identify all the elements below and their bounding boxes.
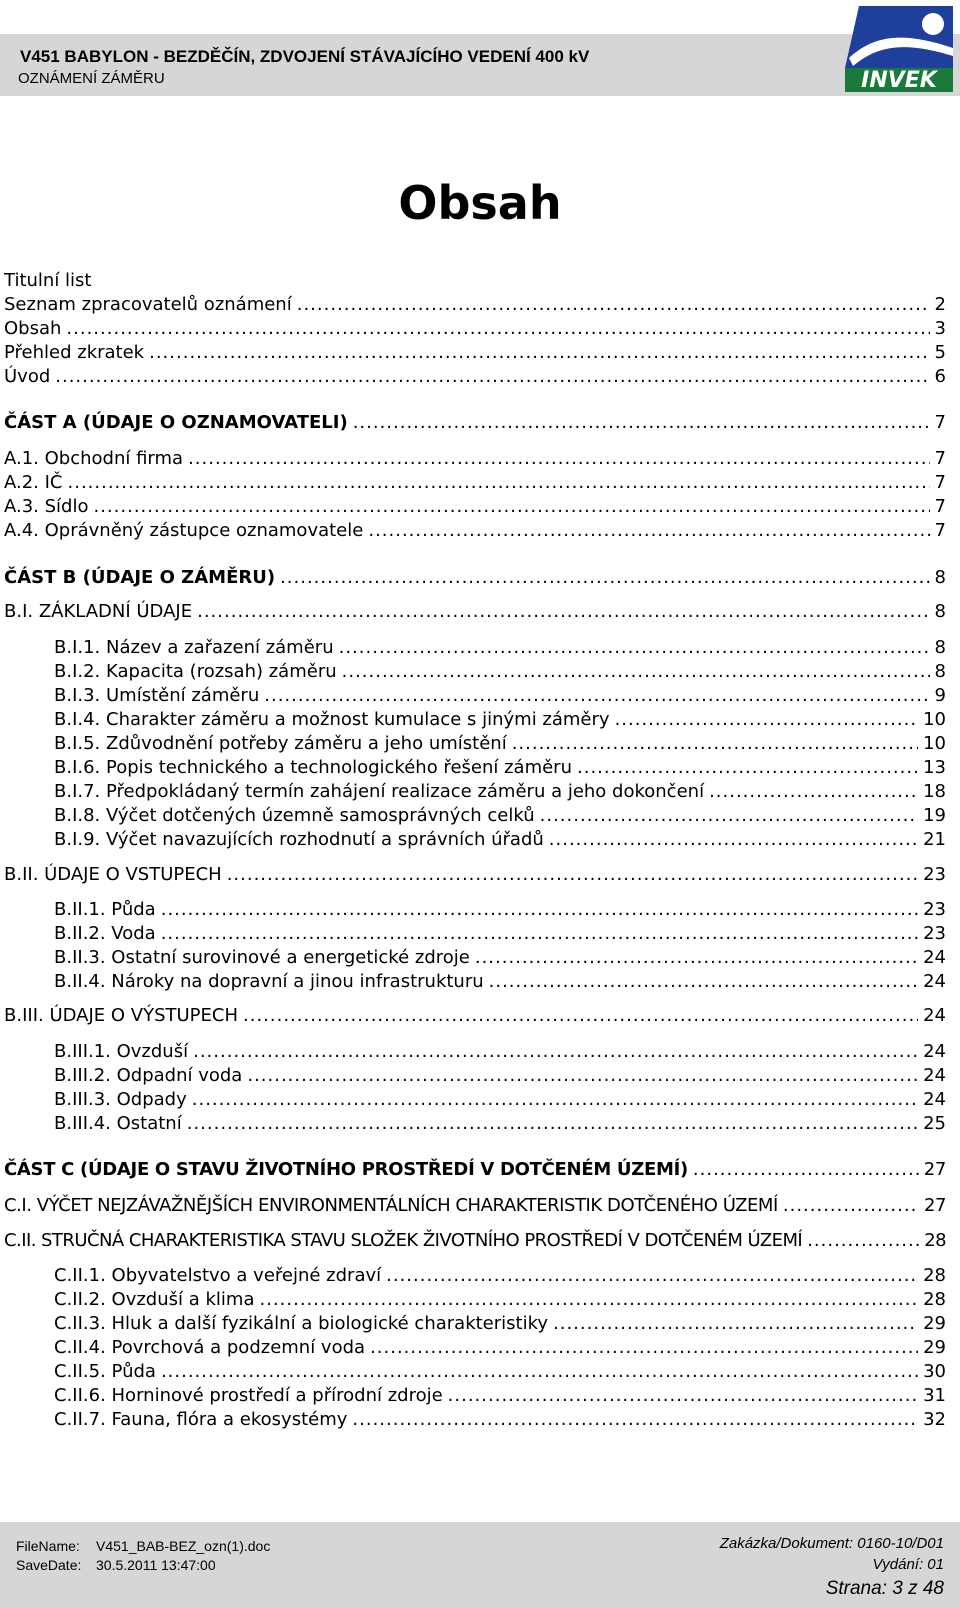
order-document: Zakázka/Dokument: 0160-10/D01 xyxy=(719,1535,944,1552)
toc-entry[interactable]: B.I.3. Umístění záměru ..... 9 xyxy=(54,684,946,708)
toc-entry[interactable]: B.II.3. Ostatní surovinové a energetické zdroje ..... 24 xyxy=(54,946,946,970)
page-title: Obsah xyxy=(398,176,562,230)
toc-entry[interactable]: C.II. STRUČNÁ CHARAKTERISTIKA STAVU SLOŽEK ŽIVOTNÍHO PROSTŘEDÍ V DOTČENÉM ÚZEMÍ ..... 28 xyxy=(4,1229,946,1253)
toc-entry[interactable]: C.II.2. Ovzduší a klima ..... 28 xyxy=(54,1288,946,1312)
toc-entry[interactable]: A.3. Sídlo ..... 7 xyxy=(4,495,946,519)
document-subtitle: OZNÁMENÍ ZÁMĚRU xyxy=(18,70,165,87)
toc-entry[interactable]: C.II.4. Povrchová a podzemní voda ..... 29 xyxy=(54,1336,946,1360)
page-number: Strana: 3 z 48 xyxy=(825,1578,944,1599)
toc-entry[interactable]: Obsah ..... 3 xyxy=(4,317,946,341)
toc-entry[interactable]: B.I.7. Předpokládaný termín zahájení realizace záměru a jeho dokončení ..... 18 xyxy=(54,780,946,804)
toc-entry[interactable]: B.I.6. Popis technického a technologického řešení záměru ..... 13 xyxy=(54,756,946,780)
toc-entry[interactable]: C.II.1. Obyvatelstvo a veřejné zdraví ..... 28 xyxy=(54,1264,946,1288)
toc-entry[interactable]: B.I.1. Název a zařazení záměru ..... 8 xyxy=(54,636,946,660)
filename-value: V451_BAB-BEZ_ozn(1).doc xyxy=(96,1538,271,1554)
toc-entry[interactable]: C.II.6. Horninové prostředí a přírodní zdroje ..... 31 xyxy=(54,1384,946,1408)
toc-entry[interactable]: B.III.1. Ovzduší ..... 24 xyxy=(54,1040,946,1064)
toc-entry[interactable]: C.II.7. Fauna, flóra a ekosystémy ..... 32 xyxy=(54,1408,946,1432)
toc-entry[interactable]: Úvod ..... 6 xyxy=(4,365,946,389)
toc-entry[interactable]: B.II.2. Voda ..... 23 xyxy=(54,922,946,946)
toc-entry[interactable]: B.II.4. Nároky na dopravní a jinou infrastrukturu ..... 24 xyxy=(54,970,946,994)
toc-entry[interactable]: B.II.1. Půda ..... 23 xyxy=(54,898,946,922)
toc-entry[interactable]: C.II.3. Hluk a další fyzikální a biologické charakteristiky ..... 29 xyxy=(54,1312,946,1336)
toc-entry[interactable]: B.III.2. Odpadní voda ..... 24 xyxy=(54,1064,946,1088)
toc-entry[interactable]: B.I.8. Výčet dotčených územně samosprávných celků ..... 19 xyxy=(54,804,946,828)
toc-entry[interactable]: C.I. VÝČET NEJZÁVAŽNĚJŠÍCH ENVIRONMENTÁLNÍCH CHARAKTERISTIK DOTČENÉHO ÚZEMÍ ..... 27 xyxy=(4,1194,946,1218)
toc-entry[interactable]: B.II. ÚDAJE O VSTUPECH ..... 23 xyxy=(4,863,946,887)
toc-entry[interactable]: B.I.4. Charakter záměru a možnost kumulace s jinými záměry ..... 10 xyxy=(54,708,946,732)
project-title: V451 BABYLON - BEZDĚČÍN, ZDVOJENÍ STÁVAJÍCÍHO VEDENÍ 400 kV xyxy=(20,47,590,66)
toc-entry[interactable]: B.I.9. Výčet navazujících rozhodnutí a správních úřadů ..... 21 xyxy=(54,828,946,852)
toc-entry[interactable]: B.III. ÚDAJE O VÝSTUPECH ..... 24 xyxy=(4,1004,946,1028)
toc-entry[interactable]: Přehled zkratek ..... 5 xyxy=(4,341,946,365)
savedate-label: SaveDate: xyxy=(16,1557,82,1573)
toc-entry[interactable]: Titulní list xyxy=(4,270,92,291)
toc-entry[interactable]: B.I.5. Zdůvodnění potřeby záměru a jeho umístění ..... 10 xyxy=(54,732,946,756)
page-footer xyxy=(0,1522,960,1608)
toc-entry-part-b[interactable]: ČÁST B (ÚDAJE O ZÁMĚRU) ..... 8 xyxy=(4,566,946,590)
invek-logo xyxy=(845,6,953,92)
toc-entry[interactable]: B.I. ZÁKLADNÍ ÚDAJE ..... 8 xyxy=(4,600,946,624)
toc-entry[interactable]: C.II.5. Půda ..... 30 xyxy=(54,1360,946,1384)
filename-label: FileName: xyxy=(16,1538,80,1554)
page-header xyxy=(0,34,960,96)
toc-entry[interactable]: A.1. Obchodní firma ..... 7 xyxy=(4,447,946,471)
toc-entry[interactable]: B.I.2. Kapacita (rozsah) záměru ..... 8 xyxy=(54,660,946,684)
toc-entry[interactable]: A.4. Oprávněný zástupce oznamovatele ..... 7 xyxy=(4,519,946,543)
toc-entry-part-a[interactable]: ČÁST A (ÚDAJE O OZNAMOVATELI) ..... 7 xyxy=(4,411,946,435)
logo-text: INVEK xyxy=(861,68,937,92)
toc-entry[interactable]: B.III.4. Ostatní ..... 25 xyxy=(54,1112,946,1136)
toc-entry[interactable]: A.2. IČ ..... 7 xyxy=(4,471,946,495)
toc-entry[interactable]: B.III.3. Odpady ..... 24 xyxy=(54,1088,946,1112)
toc-entry[interactable]: Seznam zpracovatelů oznámení ..... 2 xyxy=(4,293,946,317)
savedate-value: 30.5.2011 13:47:00 xyxy=(96,1557,216,1573)
toc-entry-part-c[interactable]: ČÁST C (ÚDAJE O STAVU ŽIVOTNÍHO PROSTŘEDÍ V DOTČENÉM ÚZEMÍ) ..... 27 xyxy=(4,1158,946,1182)
edition: Vydání: 01 xyxy=(872,1556,944,1573)
